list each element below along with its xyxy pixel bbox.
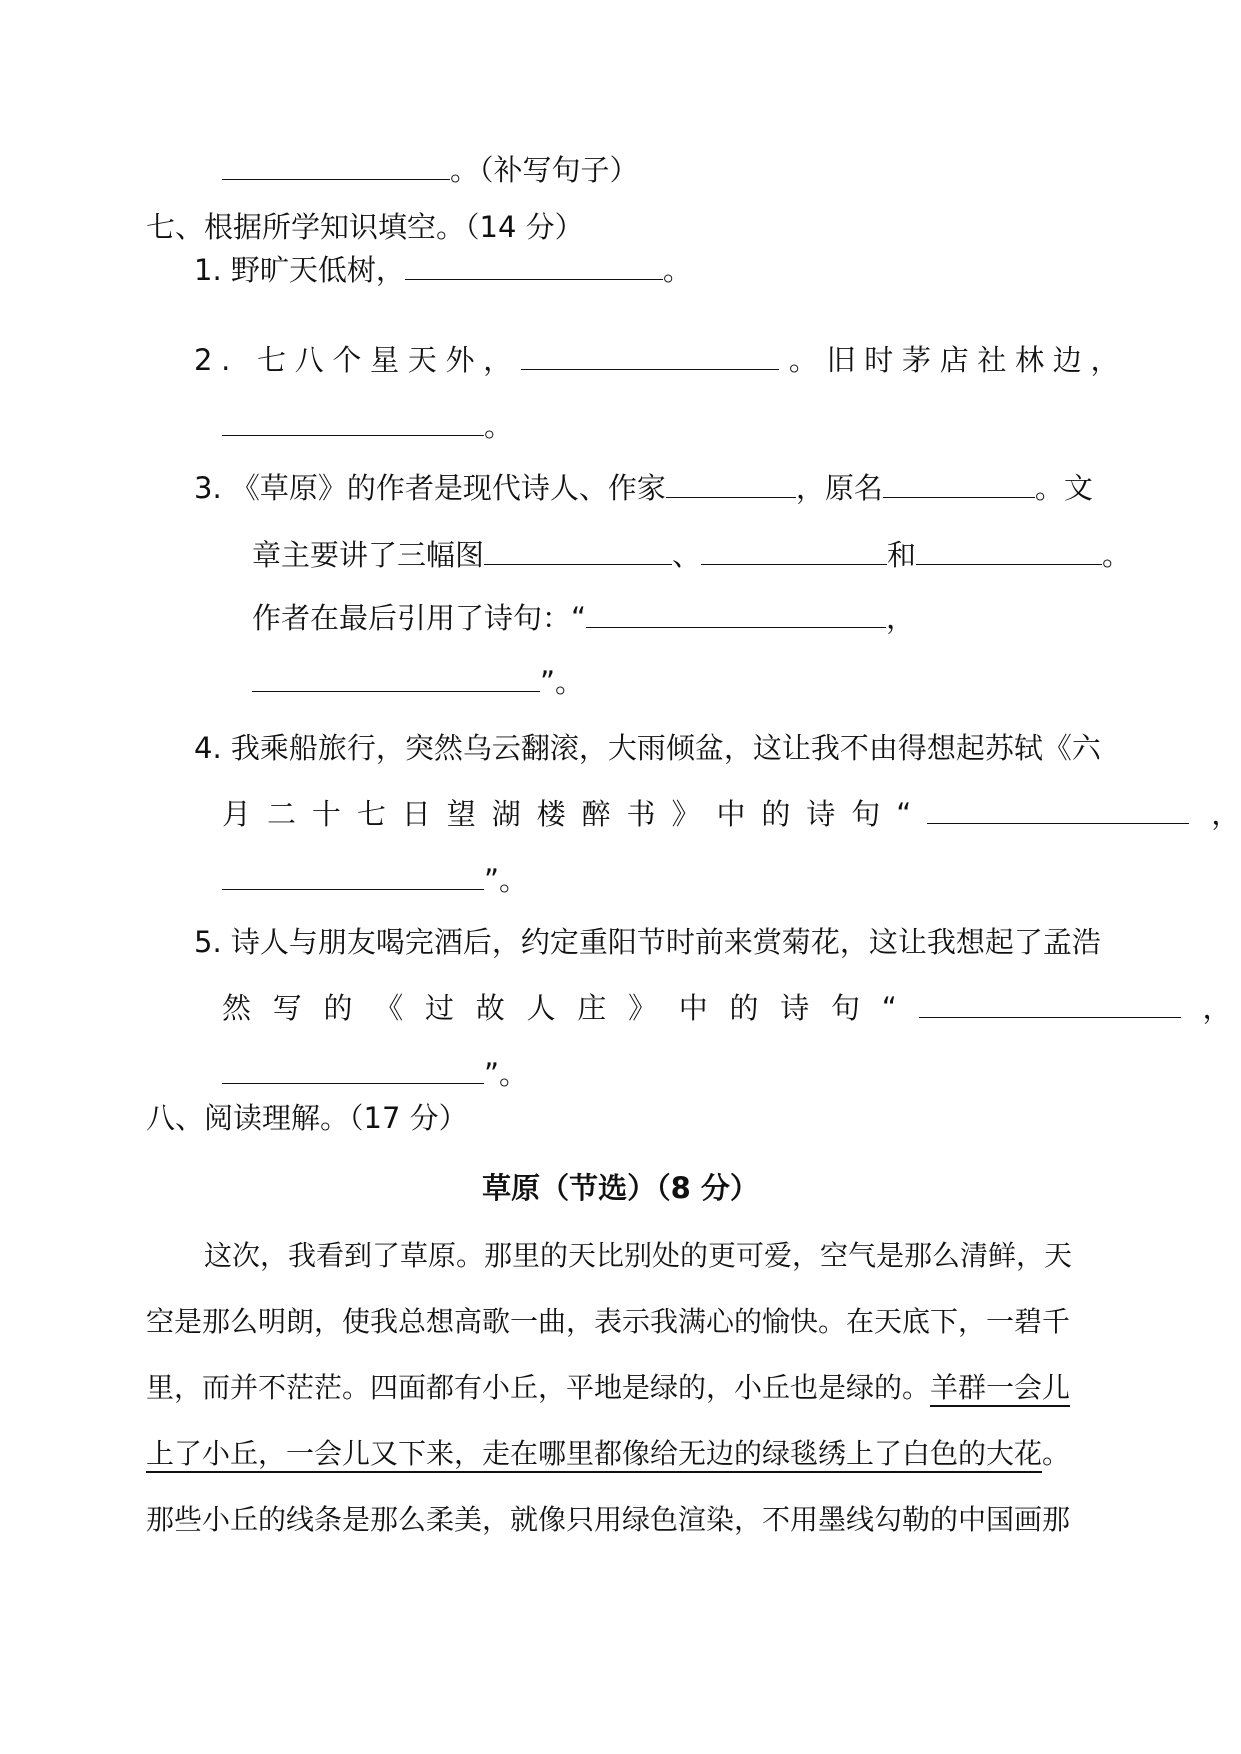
answer-blank[interactable] xyxy=(222,1057,484,1084)
question-4-line3 xyxy=(222,860,528,900)
answer-blank[interactable] xyxy=(701,538,887,565)
question-5-line3 xyxy=(222,1054,528,1094)
answer-blank[interactable] xyxy=(222,863,484,890)
question-3-line3 xyxy=(252,598,915,638)
question-text: 作者在最后引用了诗句：“ xyxy=(252,601,587,635)
question-2 xyxy=(194,340,1128,380)
passage-text: 。 xyxy=(1042,1437,1071,1470)
instruction-text: 。（补写句子） xyxy=(450,153,639,187)
question-text: ， xyxy=(886,601,916,635)
question-text: ，原名 xyxy=(795,471,883,505)
question-5 xyxy=(194,922,1101,962)
passage-line-1: 这次，我看到了草原。那里的天比别处的更可爱，空气是那么清鲜，天 xyxy=(204,1239,1073,1272)
question-text: 和 xyxy=(887,538,917,572)
answer-blank[interactable] xyxy=(222,153,450,180)
question-text: 然写的《过故人庄》中的诗句“ xyxy=(222,991,919,1025)
answer-blank[interactable] xyxy=(521,343,779,370)
question-4-line2 xyxy=(222,794,1240,834)
question-text: ”。 xyxy=(484,1057,529,1091)
answer-blank[interactable] xyxy=(586,601,886,628)
passage-title: 草原（节选）（8 分） xyxy=(482,1171,759,1205)
question-3 xyxy=(194,468,1093,508)
question-text: ”。 xyxy=(484,863,529,897)
question-text: 、 xyxy=(672,538,702,572)
question-text: 章主要讲了三幅图 xyxy=(252,538,485,572)
question-4 xyxy=(194,728,1101,768)
line-complete-sentence xyxy=(222,150,639,190)
question-text: 。文 xyxy=(1034,471,1093,505)
question-1 xyxy=(194,250,692,290)
section-7-heading: 七、根据所学知识填空。（14 分） xyxy=(146,210,584,244)
answer-blank[interactable] xyxy=(222,409,484,436)
question-text: 月二十七日望湖楼醉书》中的诗句“ xyxy=(222,797,928,831)
answer-blank[interactable] xyxy=(666,471,796,498)
answer-blank[interactable] xyxy=(484,538,672,565)
underlined-text: 上了小丘，一会儿又下来，走在哪里都像给无边的绿毯绣上了白色的大花 xyxy=(146,1437,1043,1470)
question-text: 4. 我乘船旅行，突然乌云翻滚，大雨倾盆，这让我不由得想起苏轼《六 xyxy=(194,731,1101,765)
question-text: ， xyxy=(1202,991,1232,1025)
answer-blank[interactable] xyxy=(252,665,540,692)
question-3-line4 xyxy=(252,662,584,702)
answer-blank[interactable] xyxy=(927,797,1189,824)
question-text: ， xyxy=(1211,797,1241,831)
answer-blank[interactable] xyxy=(883,471,1035,498)
question-text: 1. 野旷天低树， xyxy=(194,253,405,287)
passage-line-5: 那些小丘的线条是那么柔美，就像只用绿色渲染，不用墨线勾勒的中国画那 xyxy=(146,1503,1071,1536)
question-text: 2. 七八个星天外， xyxy=(194,343,521,377)
passage-line-3 xyxy=(146,1368,1070,1408)
question-text: 。 xyxy=(484,409,514,443)
answer-blank[interactable] xyxy=(919,991,1181,1018)
answer-blank[interactable] xyxy=(405,253,663,280)
question-text: 。 xyxy=(1102,538,1132,572)
question-text: 。 xyxy=(662,253,692,287)
question-5-line2 xyxy=(222,988,1232,1028)
question-text: 。旧时茅店社林边， xyxy=(788,343,1129,377)
passage-text: 里，而并不茫茫。四面都有小丘，平地是绿的，小丘也是绿的。 xyxy=(146,1371,931,1404)
question-text: 3. 《草原》的作者是现代诗人、作家 xyxy=(194,471,666,505)
answer-blank[interactable] xyxy=(916,538,1102,565)
question-3-line2 xyxy=(252,535,1131,575)
underlined-text: 羊群一会儿 xyxy=(930,1371,1071,1404)
question-text: ”。 xyxy=(540,665,585,699)
question-text: 5. 诗人与朋友喝完酒后，约定重阳节时前来赏菊花，这让我想起了孟浩 xyxy=(194,925,1101,959)
passage-line-2: 空是那么明朗，使我总想高歌一曲，表示我满心的愉快。在天底下，一碧千 xyxy=(146,1305,1071,1338)
passage-line-4 xyxy=(146,1434,1070,1474)
question-2-cont xyxy=(222,406,513,446)
section-8-heading: 八、阅读理解。（17 分） xyxy=(146,1101,468,1135)
